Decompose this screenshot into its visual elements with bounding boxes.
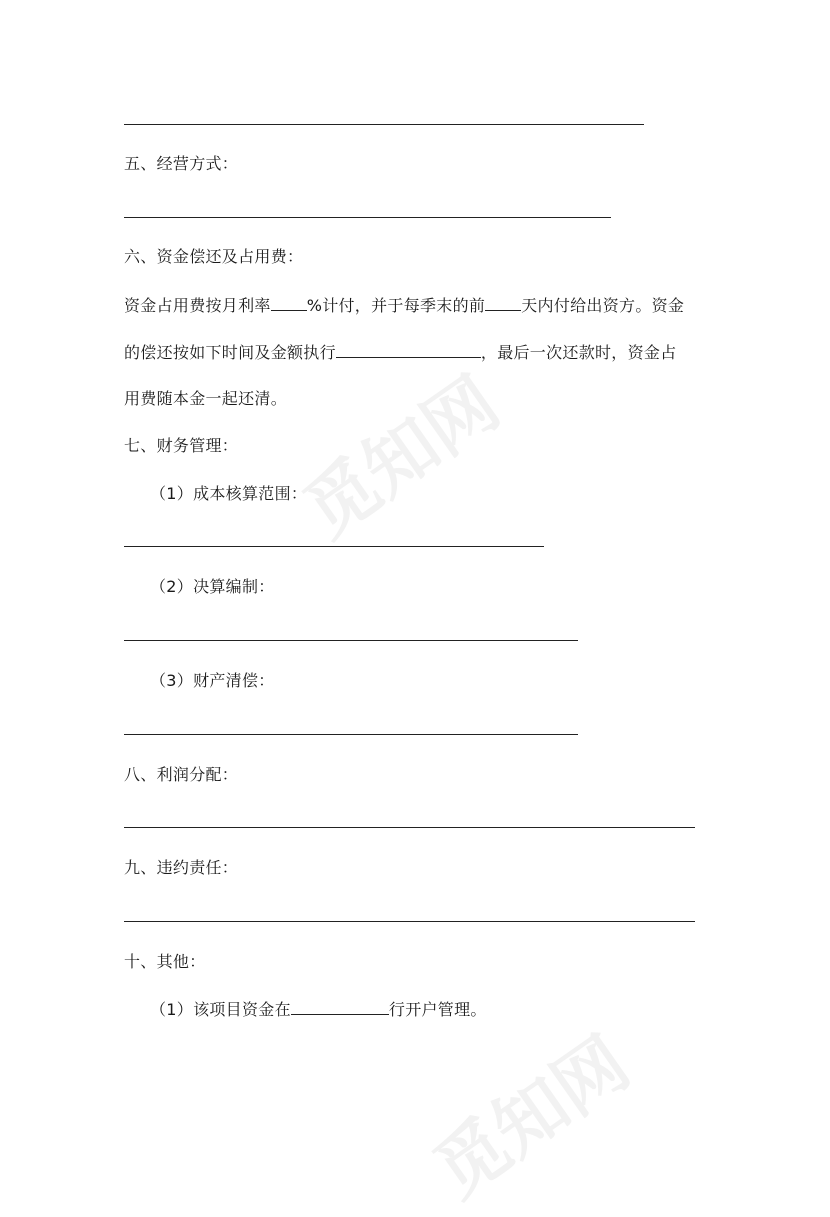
section-heading: 五、经营方式： bbox=[124, 154, 239, 173]
fill-in-line[interactable] bbox=[124, 546, 544, 547]
sub-item: （2）决算编制： bbox=[150, 577, 275, 596]
section-heading: 六、资金偿还及占用费： bbox=[124, 247, 304, 266]
paragraph-line bbox=[124, 341, 677, 364]
sub-item: （1）成本核算范围： bbox=[150, 484, 308, 503]
fill-in-line[interactable] bbox=[124, 124, 644, 125]
interest-rate-blank[interactable] bbox=[271, 294, 307, 311]
fill-in-line[interactable] bbox=[124, 734, 578, 735]
fill-in-line[interactable] bbox=[124, 217, 611, 218]
section-heading: 七、财务管理： bbox=[124, 436, 239, 455]
paragraph-line bbox=[124, 294, 684, 317]
sub-item bbox=[150, 998, 487, 1021]
bank-name-blank[interactable] bbox=[291, 998, 389, 1015]
repayment-schedule-blank[interactable] bbox=[336, 341, 481, 358]
paragraph-text: 天内付给出资方。资金 bbox=[521, 296, 685, 315]
paragraph-text: ，最后一次还款时，资金占 bbox=[480, 343, 677, 362]
paragraph-text: 行开户管理。 bbox=[388, 1000, 487, 1019]
fill-in-line[interactable] bbox=[124, 827, 695, 828]
section-heading: 九、违约责任： bbox=[124, 858, 239, 877]
paragraph-line: 用费随本金一起还清。 bbox=[124, 389, 288, 408]
watermark: 觅知网 bbox=[418, 1020, 645, 1214]
watermark: 觅知网 bbox=[288, 360, 515, 554]
fill-in-line[interactable] bbox=[124, 921, 695, 922]
paragraph-text: 资金占用费按月利率 bbox=[124, 296, 271, 315]
paragraph-text: 的偿还按如下时间及金额执行 bbox=[124, 343, 336, 362]
paragraph-text: %计付，并于每季末的前 bbox=[306, 296, 486, 315]
paragraph-text: （1）该项目资金在 bbox=[150, 1000, 291, 1019]
section-heading: 十、其他： bbox=[124, 952, 206, 971]
section-heading: 八、利润分配： bbox=[124, 765, 239, 784]
fill-in-line[interactable] bbox=[124, 640, 578, 641]
days-blank[interactable] bbox=[485, 294, 521, 311]
sub-item: （3）财产清偿： bbox=[150, 671, 275, 690]
